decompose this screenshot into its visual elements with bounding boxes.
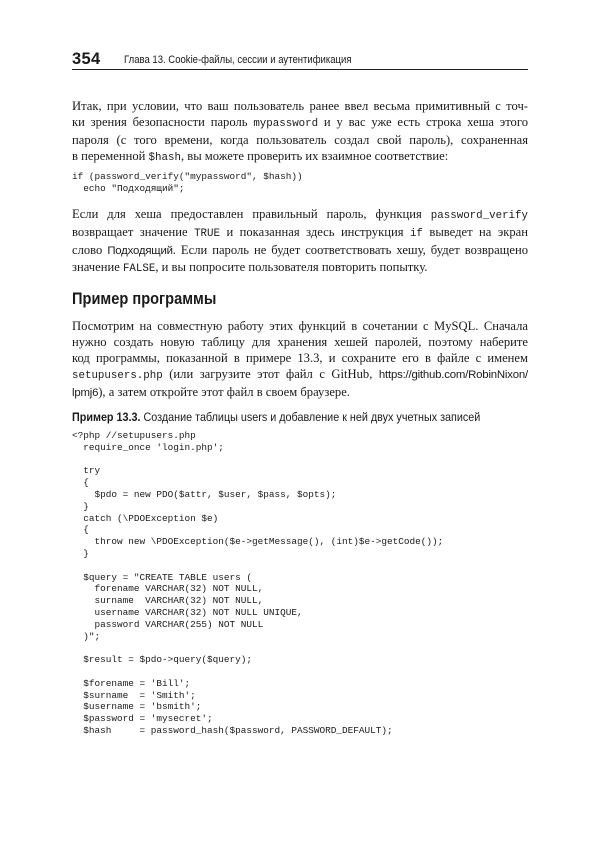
text-line: в переменной $hash, вы можете проверить их взаимное соответствие: — [72, 149, 449, 164]
inline-code: $hash — [148, 152, 181, 164]
chapter-title: Глава 13. Cookie-файлы, сессии и аутентификация — [124, 54, 352, 66]
github-link[interactable]: https://github.com/RobinNixon/ — [378, 369, 528, 381]
text-line: Итак, при условии, что ваш пользователь ранее ввел весьма примитивный с точ- — [72, 99, 528, 113]
text-line: ки зрения безопасности пароль mypassword и у вас уже есть строка хеша этого — [72, 115, 528, 130]
text-line: пароля (с того времени, когда пользователь создал свой пароль), сохраненная — [72, 133, 528, 147]
text-line: код программы, показанной в примере 13.3, и сохраните его в файле с именем — [72, 351, 528, 365]
header-rule — [72, 69, 528, 70]
example-title: Создание таблицы users и добавление к ней двух учетных записей — [140, 411, 481, 424]
example-label: Пример 13.3. — [72, 411, 141, 424]
code-block-verify: if (password_verify("mypassword", $hash)) echo "Подходящий"; — [72, 171, 303, 194]
text-line: значение FALSE, и вы попросите пользователя повторить попытку. — [72, 260, 428, 275]
text-line: Если для хеша предоставлен правильный пароль, функция password_verify — [72, 207, 528, 222]
example-caption — [72, 410, 480, 425]
github-link-continued[interactable]: lpmj6 — [72, 387, 99, 399]
inline-code: password_verify — [430, 210, 528, 222]
running-header — [72, 50, 528, 72]
text-line: слово Подходящий. Если пароль не будет соответствовать хешу, будет возвращено — [72, 243, 528, 257]
inline-code: setupusers.php — [72, 370, 163, 382]
text-line: setupusers.php (или загрузите этот файл с GitHub, https://github.com/RobinNixon/ — [72, 367, 528, 382]
inline-code: if — [409, 228, 423, 240]
section-heading: Пример программы — [72, 289, 217, 308]
paragraph-verify-explanation — [72, 206, 528, 277]
paragraph-program-intro — [72, 318, 528, 401]
text-line: lpmj6), а затем откройте этот файл в своем браузере. — [72, 385, 350, 399]
paragraph-intro — [72, 98, 528, 166]
inline-output-word: Подходящий — [107, 245, 173, 257]
text-line: возвращает значение TRUE и показанная здесь инструкция if выведет на экран — [72, 225, 528, 240]
inline-code: FALSE — [122, 263, 156, 275]
text-line: Посмотрим на совместную работу этих функций в сочетании с MySQL. Сначала — [72, 319, 528, 333]
code-block-setupusers: <?php //setupusers.php require_once 'login.php'; try { $pdo = new PDO($attr, $user, $pass, $opts); } catch (\PDOException $e) { throw new \PDOException($e->getMessage(), (int)$e->getCode()); } $query = "CREATE TABLE users ( forename VARCHAR(32) NOT NULL, surname VARCHAR(32) NOT NULL, username VARCHAR(32) NOT NULL UNIQUE, password VARCHAR(255) NOT NULL )"; $result = $pdo->query($query); $forename = 'Bill'; $surname = 'Smith'; $username = 'bsmith'; $password = 'mysecret'; $hash = password_hash($password, PASSWORD_DEFAULT); — [72, 430, 444, 736]
inline-code: mypassword — [253, 118, 319, 130]
inline-code: TRUE — [194, 228, 220, 240]
text-line: нужно создать новую таблицу для хранения хешей паролей, поэтому наберите — [72, 335, 528, 349]
page-number: 354 — [72, 50, 101, 68]
